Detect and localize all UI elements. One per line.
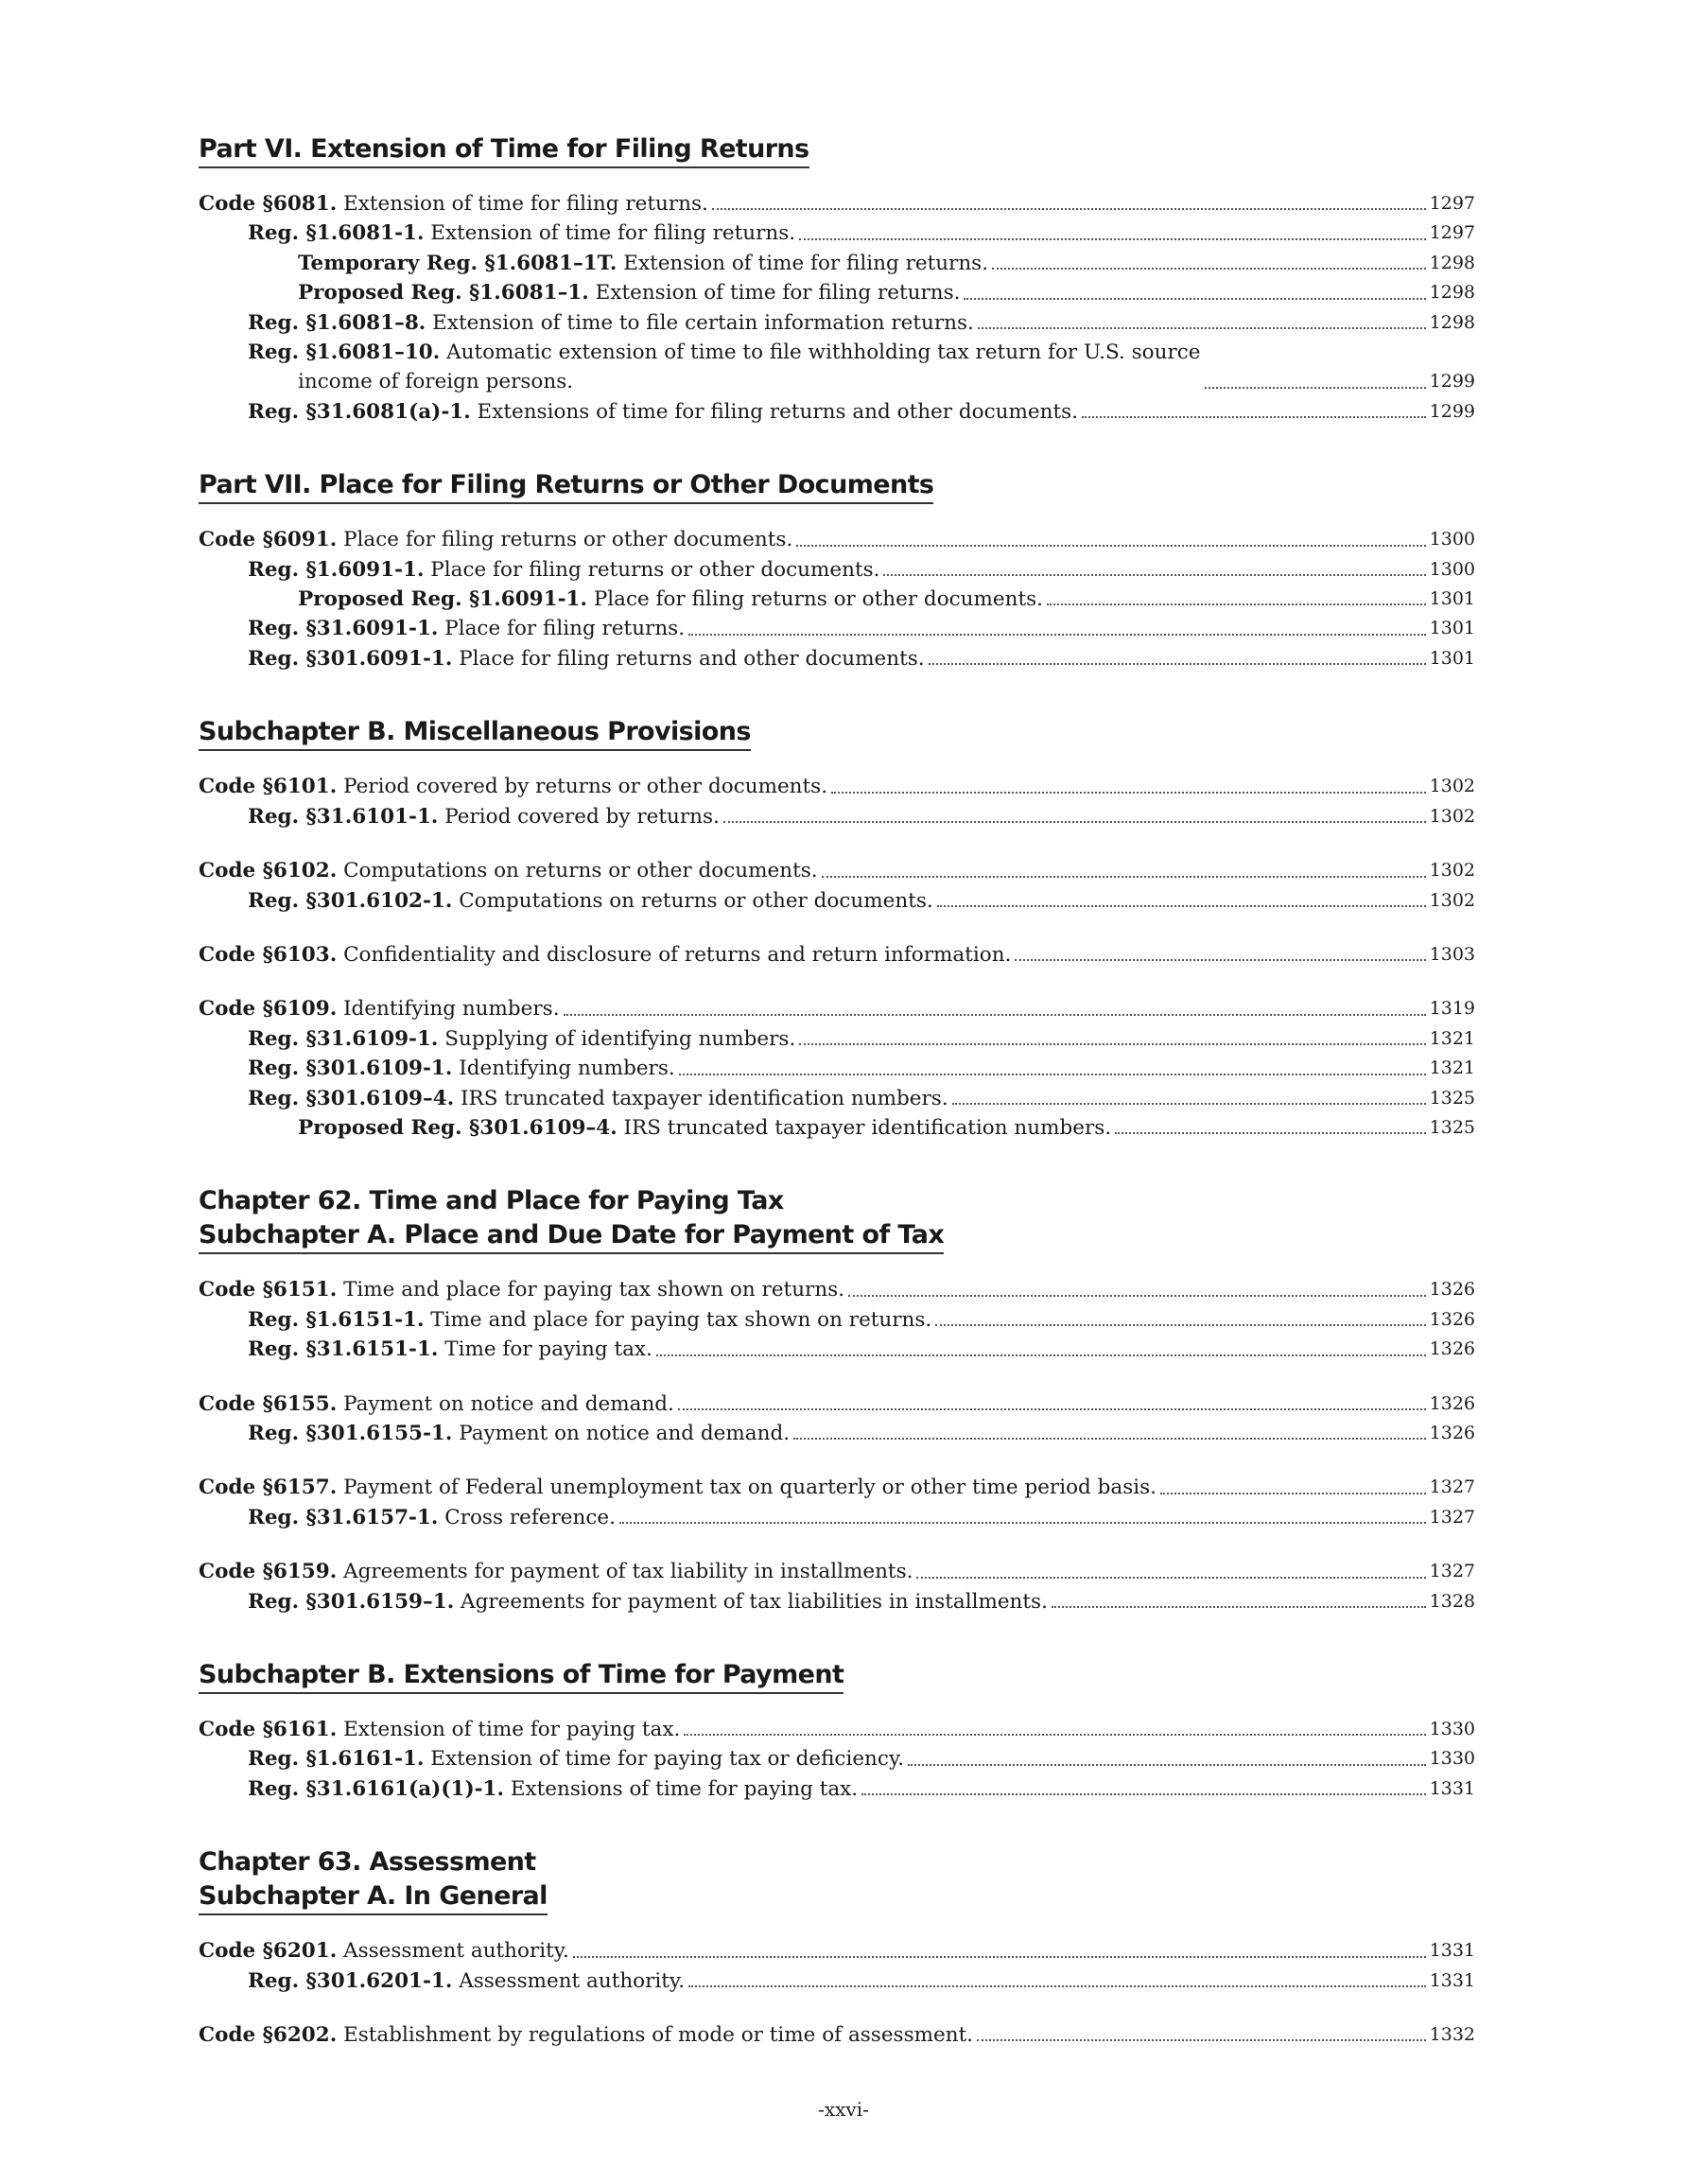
- entry-body: [248, 1054, 675, 1083]
- entry-page-number: 1298: [1429, 311, 1475, 333]
- entry-page-number: 1301: [1429, 588, 1475, 610]
- entry-body: [248, 644, 925, 673]
- entry-group: [199, 1473, 1475, 1532]
- entry-title: Time and place for paying tax shown on returns.: [343, 1278, 845, 1302]
- entry-body: [248, 397, 1078, 427]
- entry-citation: Reg. §301.6091-1.: [248, 646, 453, 671]
- entry-title: Extensions of time for paying tax.: [510, 1776, 859, 1801]
- entry-citation: Reg. §1.6081–10.: [248, 341, 441, 365]
- toc-entry: [199, 1335, 1475, 1364]
- dot-leader: [1115, 1132, 1425, 1134]
- entry-page-number: 1326: [1429, 1338, 1475, 1360]
- entry-citation: Reg. §301.6109-1.: [248, 1057, 453, 1081]
- entry-page-number: 1298: [1429, 252, 1475, 273]
- entry-body: [298, 1113, 1111, 1143]
- entry-page-number: 1319: [1429, 998, 1475, 1020]
- toc-entry: [199, 856, 1475, 885]
- entry-body: [199, 1557, 913, 1586]
- entry-page-number: 1297: [1429, 222, 1475, 244]
- entry-body: [199, 1936, 569, 1966]
- entry-page-number: 1327: [1429, 1561, 1475, 1582]
- toc-entry: [199, 1113, 1475, 1143]
- entry-group: [199, 994, 1475, 1143]
- dot-leader: [799, 238, 1426, 240]
- entry-citation: Reg. §1.6081–8.: [248, 310, 426, 335]
- dot-leader: [793, 1438, 1426, 1440]
- section-heading: [199, 468, 1475, 504]
- toc-entry: [199, 397, 1475, 427]
- entry-body: [298, 585, 1043, 614]
- entry-page-number: 1299: [1429, 371, 1475, 393]
- entry-page-number: 1331: [1429, 1940, 1475, 1962]
- entry-title: Payment of Federal unemployment tax on quarterly or other time period basis.: [343, 1476, 1157, 1500]
- entry-title: Assessment authority.: [459, 1968, 686, 1993]
- entry-citation: Reg. §31.6109-1.: [248, 1026, 439, 1051]
- entry-page-number: 1299: [1429, 400, 1475, 422]
- dot-leader: [822, 876, 1426, 878]
- entry-citation: Reg. §31.6161(a)(1)-1.: [248, 1776, 504, 1801]
- entry-title: Place for filing returns.: [444, 617, 686, 641]
- entry-citation: Reg. §301.6109–4.: [248, 1086, 455, 1110]
- entry-group: [199, 856, 1475, 916]
- toc-entry: [199, 1774, 1475, 1804]
- entry-title: IRS truncated taxpayer identification numbers.: [623, 1115, 1112, 1140]
- entry-citation: Code §6157.: [199, 1476, 338, 1500]
- dot-leader: [619, 1522, 1426, 1524]
- toc-entry: [199, 1024, 1475, 1054]
- dot-leader: [908, 1764, 1426, 1766]
- entry-citation: Temporary Reg. §1.6081–1T.: [298, 251, 617, 275]
- entry-title-continuation: income of foreign persons.: [298, 370, 574, 394]
- entry-group: [199, 525, 1475, 673]
- heading-line: Subchapter B. Extensions of Time for Payment: [199, 1658, 844, 1694]
- entry-title: Extension of time for filing returns.: [343, 192, 708, 216]
- entry-page-number: 1332: [1429, 2024, 1475, 2046]
- toc-entry: [199, 1305, 1475, 1335]
- entry-body: [248, 338, 1201, 397]
- entry-citation: Reg. §1.6151-1.: [248, 1307, 425, 1332]
- entry-title: Agreements for payment of tax liabilities in installments.: [461, 1589, 1048, 1614]
- toc-entry: [199, 1966, 1475, 1996]
- section-heading: [199, 1845, 1475, 1915]
- dot-leader: [861, 1793, 1426, 1795]
- entry-page-number: 1325: [1429, 1087, 1475, 1109]
- entry-body: [248, 1966, 685, 1996]
- entry-page-number: 1328: [1429, 1590, 1475, 1612]
- dot-leader: [952, 1103, 1426, 1105]
- entry-body: [248, 1419, 790, 1448]
- toc-section: [199, 1845, 1475, 2050]
- entry-group: [199, 1275, 1475, 1364]
- entry-body: [199, 856, 818, 885]
- dot-leader: [799, 1043, 1425, 1045]
- section-heading: [199, 1184, 1475, 1254]
- entry-body: [199, 525, 792, 554]
- entry-citation: Proposed Reg. §1.6081–1.: [298, 281, 589, 306]
- entry-page-number: 1302: [1429, 776, 1475, 797]
- toc-section: [199, 715, 1475, 1143]
- dot-leader: [883, 574, 1425, 576]
- dot-leader: [831, 792, 1426, 794]
- dot-leader: [1015, 959, 1425, 961]
- toc-entry: [199, 1936, 1475, 1966]
- entry-citation: Proposed Reg. §1.6091-1.: [298, 587, 587, 612]
- toc-entry: [199, 1473, 1475, 1502]
- toc-entry: [199, 585, 1475, 614]
- entry-citation: Reg. §31.6081(a)-1.: [248, 399, 471, 424]
- entry-page-number: 1302: [1429, 889, 1475, 911]
- dot-leader: [679, 1074, 1426, 1075]
- toc-entry: [199, 1054, 1475, 1083]
- toc-entry: [199, 1557, 1475, 1586]
- entry-page-number: 1327: [1429, 1506, 1475, 1528]
- entry-citation: Code §6109.: [199, 997, 338, 1022]
- toc-section: [199, 132, 1475, 427]
- dot-leader: [1047, 603, 1426, 605]
- entry-page-number: 1330: [1429, 1748, 1475, 1770]
- entry-body: [248, 308, 974, 338]
- section-heading: [199, 715, 1475, 751]
- entry-citation: Reg. §1.6161-1.: [248, 1747, 425, 1772]
- entry-citation: Proposed Reg. §301.6109–4.: [298, 1115, 617, 1140]
- entry-title: Assessment authority.: [343, 1939, 569, 1964]
- entry-body: [248, 555, 879, 585]
- toc-entry: [199, 1389, 1475, 1419]
- dot-leader: [848, 1295, 1426, 1297]
- entry-page-number: 1331: [1429, 1969, 1475, 1991]
- entry-body: [199, 940, 1011, 970]
- dot-leader: [1082, 416, 1426, 418]
- entry-group: [199, 772, 1475, 831]
- entry-group: [199, 2020, 1475, 2050]
- heading-line: Part VI. Extension of Time for Filing Returns: [199, 132, 809, 168]
- toc-entry: [199, 525, 1475, 554]
- dot-leader: [1160, 1493, 1426, 1494]
- toc-entry: [199, 278, 1475, 307]
- toc-entry: [199, 218, 1475, 248]
- entry-page-number: 1303: [1429, 943, 1475, 965]
- entry-title: Automatic extension of time to file withholding tax return for U.S. source: [446, 341, 1201, 365]
- toc-entry: [199, 614, 1475, 643]
- entry-body: [199, 1389, 674, 1419]
- entry-title: Supplying of identifying numbers.: [444, 1026, 796, 1051]
- entry-body: [199, 772, 827, 801]
- entry-page-number: 1331: [1429, 1777, 1475, 1799]
- entry-body: [199, 994, 560, 1023]
- entry-citation: Reg. §31.6151-1.: [248, 1337, 439, 1362]
- entry-body: [248, 1587, 1048, 1616]
- entry-body: [248, 1084, 948, 1113]
- toc-entry: [199, 994, 1475, 1023]
- entry-page-number: 1297: [1429, 193, 1475, 214]
- entry-citation: Code §6102.: [199, 859, 338, 883]
- dot-leader: [796, 545, 1425, 547]
- entry-title: Confidentiality and disclosure of returns and return information.: [343, 942, 1012, 967]
- heading-line: Subchapter A. Place and Due Date for Payment of Tax: [199, 1218, 944, 1254]
- dot-leader: [1052, 1606, 1426, 1608]
- entry-body: [199, 1275, 844, 1304]
- entry-page-number: 1301: [1429, 618, 1475, 639]
- entry-body: [298, 278, 960, 307]
- dot-leader: [684, 1734, 1425, 1736]
- entry-title: Cross reference.: [444, 1505, 616, 1529]
- entry-title: IRS truncated taxpayer identification numbers.: [461, 1086, 948, 1110]
- heading-line: Chapter 63. Assessment: [199, 1847, 536, 1878]
- entry-group: [199, 1715, 1475, 1804]
- dot-leader: [712, 208, 1426, 210]
- entry-citation: Code §6101.: [199, 775, 338, 799]
- entry-page-number: 1326: [1429, 1422, 1475, 1443]
- dot-leader: [977, 2039, 1426, 2041]
- entry-citation: Code §6155.: [199, 1391, 338, 1416]
- toc-entry: [199, 1744, 1475, 1773]
- entry-citation: Code §6103.: [199, 942, 338, 967]
- dot-leader: [688, 634, 1426, 636]
- toc-entry: [199, 189, 1475, 218]
- entry-body: [248, 1774, 858, 1804]
- entry-page-number: 1326: [1429, 1392, 1475, 1414]
- toc-entry: [199, 308, 1475, 338]
- entry-page-number: 1326: [1429, 1279, 1475, 1301]
- dot-leader: [978, 327, 1426, 329]
- entry-title: Place for filing returns or other documents.: [343, 528, 793, 552]
- entry-group: [199, 1557, 1475, 1616]
- entry-body: [248, 218, 795, 248]
- entry-title: Identifying numbers.: [459, 1057, 675, 1081]
- dot-leader: [573, 1956, 1426, 1958]
- entry-citation: Code §6202.: [199, 2023, 338, 2048]
- entry-page-number: 1301: [1429, 647, 1475, 669]
- entry-title: Payment on notice and demand.: [343, 1391, 674, 1416]
- entry-body: [199, 1715, 680, 1744]
- entry-page-number: 1326: [1429, 1308, 1475, 1330]
- entry-title: Extension of time for paying tax or deficiency.: [430, 1747, 905, 1772]
- entry-title: Time for paying tax.: [444, 1337, 652, 1362]
- dot-leader: [678, 1408, 1426, 1410]
- entry-body: [248, 802, 720, 831]
- entry-title: Extension of time for filing returns.: [595, 281, 961, 306]
- heading-line: Part VII. Place for Filing Returns or Other Documents: [199, 468, 933, 504]
- dot-leader: [564, 1014, 1426, 1016]
- dot-leader: [1205, 387, 1426, 389]
- entry-body: [298, 249, 988, 278]
- entry-citation: Code §6201.: [199, 1939, 338, 1964]
- toc-entry: [199, 1503, 1475, 1532]
- entry-page-number: 1302: [1429, 860, 1475, 882]
- entry-page-number: 1321: [1429, 1057, 1475, 1079]
- toc-entry: [199, 644, 1475, 673]
- entry-body: [199, 2020, 973, 2050]
- entry-body: [248, 614, 685, 643]
- heading-line: Chapter 62. Time and Place for Paying Tax: [199, 1186, 784, 1216]
- entry-body: [248, 1024, 795, 1054]
- entry-title: Place for filing returns or other documents.: [430, 557, 880, 582]
- entry-page-number: 1321: [1429, 1027, 1475, 1049]
- toc-entry: [199, 1275, 1475, 1304]
- table-of-contents: [199, 132, 1475, 2050]
- entry-citation: Reg. §1.6091-1.: [248, 557, 425, 582]
- entry-body: [248, 1305, 931, 1335]
- entry-title: Extension of time for paying tax.: [343, 1718, 681, 1741]
- toc-section: [199, 1658, 1475, 1804]
- entry-page-number: 1302: [1429, 805, 1475, 827]
- dot-leader: [656, 1354, 1426, 1356]
- entry-group: [199, 1389, 1475, 1449]
- entry-page-number: 1327: [1429, 1476, 1475, 1498]
- entry-title: Establishment by regulations of mode or time of assessment.: [343, 2023, 974, 2048]
- dot-leader: [964, 298, 1425, 300]
- section-heading: [199, 132, 1475, 168]
- entry-group: [199, 1936, 1475, 1996]
- entry-title: Identifying numbers.: [343, 997, 560, 1022]
- dot-leader: [916, 1577, 1425, 1579]
- entry-page-number: 1300: [1429, 558, 1475, 580]
- entry-title: Period covered by returns or other documents.: [343, 775, 828, 799]
- dot-leader: [992, 268, 1426, 270]
- entry-citation: Code §6159.: [199, 1560, 338, 1584]
- toc-entry: [199, 2020, 1475, 2050]
- entry-page-number: 1300: [1429, 529, 1475, 550]
- entry-title: Payment on notice and demand.: [459, 1421, 791, 1445]
- toc-entry: [199, 886, 1475, 916]
- entry-body: [199, 1473, 1157, 1502]
- dot-leader: [723, 821, 1426, 823]
- heading-line: Subchapter B. Miscellaneous Provisions: [199, 715, 751, 751]
- entry-title: Period covered by returns.: [444, 804, 720, 829]
- entry-citation: Reg. §301.6201-1.: [248, 1968, 453, 1993]
- entry-page-number: 1325: [1429, 1116, 1475, 1138]
- heading-line: Subchapter A. In General: [199, 1879, 548, 1915]
- entry-citation: Code §6091.: [199, 528, 338, 552]
- entry-group: [199, 189, 1475, 427]
- page-number: -xxvi-: [818, 2098, 869, 2121]
- toc-entry: [199, 555, 1475, 585]
- entry-citation: Reg. §1.6081-1.: [248, 221, 425, 246]
- toc-entry: [199, 772, 1475, 801]
- toc-entry: [199, 802, 1475, 831]
- entry-citation: Reg. §31.6157-1.: [248, 1505, 439, 1529]
- entry-citation: Reg. §301.6102-1.: [248, 888, 453, 913]
- entry-citation: Reg. §31.6091-1.: [248, 617, 439, 641]
- entry-body: [199, 189, 708, 218]
- entry-title: Extension of time for filing returns.: [430, 221, 796, 246]
- entry-citation: Code §6081.: [199, 192, 338, 216]
- entry-title: Agreements for payment of tax liability in installments.: [343, 1560, 913, 1584]
- entry-citation: Code §6151.: [199, 1278, 338, 1302]
- entry-title: Computations on returns or other documents.: [459, 888, 933, 913]
- entry-body: [248, 1335, 652, 1364]
- toc-section: [199, 1184, 1475, 1616]
- toc-entry: [199, 940, 1475, 970]
- entry-page-number: 1330: [1429, 1719, 1475, 1739]
- section-heading: [199, 1658, 1475, 1694]
- entry-citation: Reg. §31.6101-1.: [248, 804, 439, 829]
- entry-title: Extension of time to file certain information returns.: [432, 310, 974, 335]
- entry-title: Place for filing returns or other documents.: [593, 587, 1043, 612]
- entry-title: Time and place for paying tax shown on returns.: [430, 1307, 932, 1332]
- toc-entry: [199, 1419, 1475, 1448]
- toc-entry: [199, 1715, 1475, 1744]
- entry-citation: Code §6161.: [199, 1718, 338, 1741]
- entry-title: Place for filing returns and other documents.: [459, 646, 925, 671]
- toc-entry: [199, 1084, 1475, 1113]
- dot-leader: [937, 905, 1426, 907]
- entry-body: [248, 1744, 904, 1773]
- entry-citation: Reg. §301.6155-1.: [248, 1421, 453, 1445]
- entry-body: [248, 1503, 616, 1532]
- dot-leader: [688, 1985, 1426, 1987]
- toc-entry: [199, 249, 1475, 278]
- dot-leader: [935, 1324, 1425, 1326]
- entry-title: Extensions of time for filing returns and other documents.: [477, 399, 1078, 424]
- entry-group: [199, 940, 1475, 970]
- toc-entry: [199, 338, 1475, 397]
- toc-section: [199, 468, 1475, 673]
- dot-leader: [929, 663, 1426, 665]
- toc-entry: [199, 1587, 1475, 1616]
- entry-title: Extension of time for filing returns.: [623, 251, 989, 275]
- entry-title: Computations on returns or other documents.: [343, 859, 818, 883]
- entry-citation: Reg. §301.6159–1.: [248, 1589, 455, 1614]
- entry-body: [248, 886, 933, 916]
- entry-page-number: 1298: [1429, 282, 1475, 304]
